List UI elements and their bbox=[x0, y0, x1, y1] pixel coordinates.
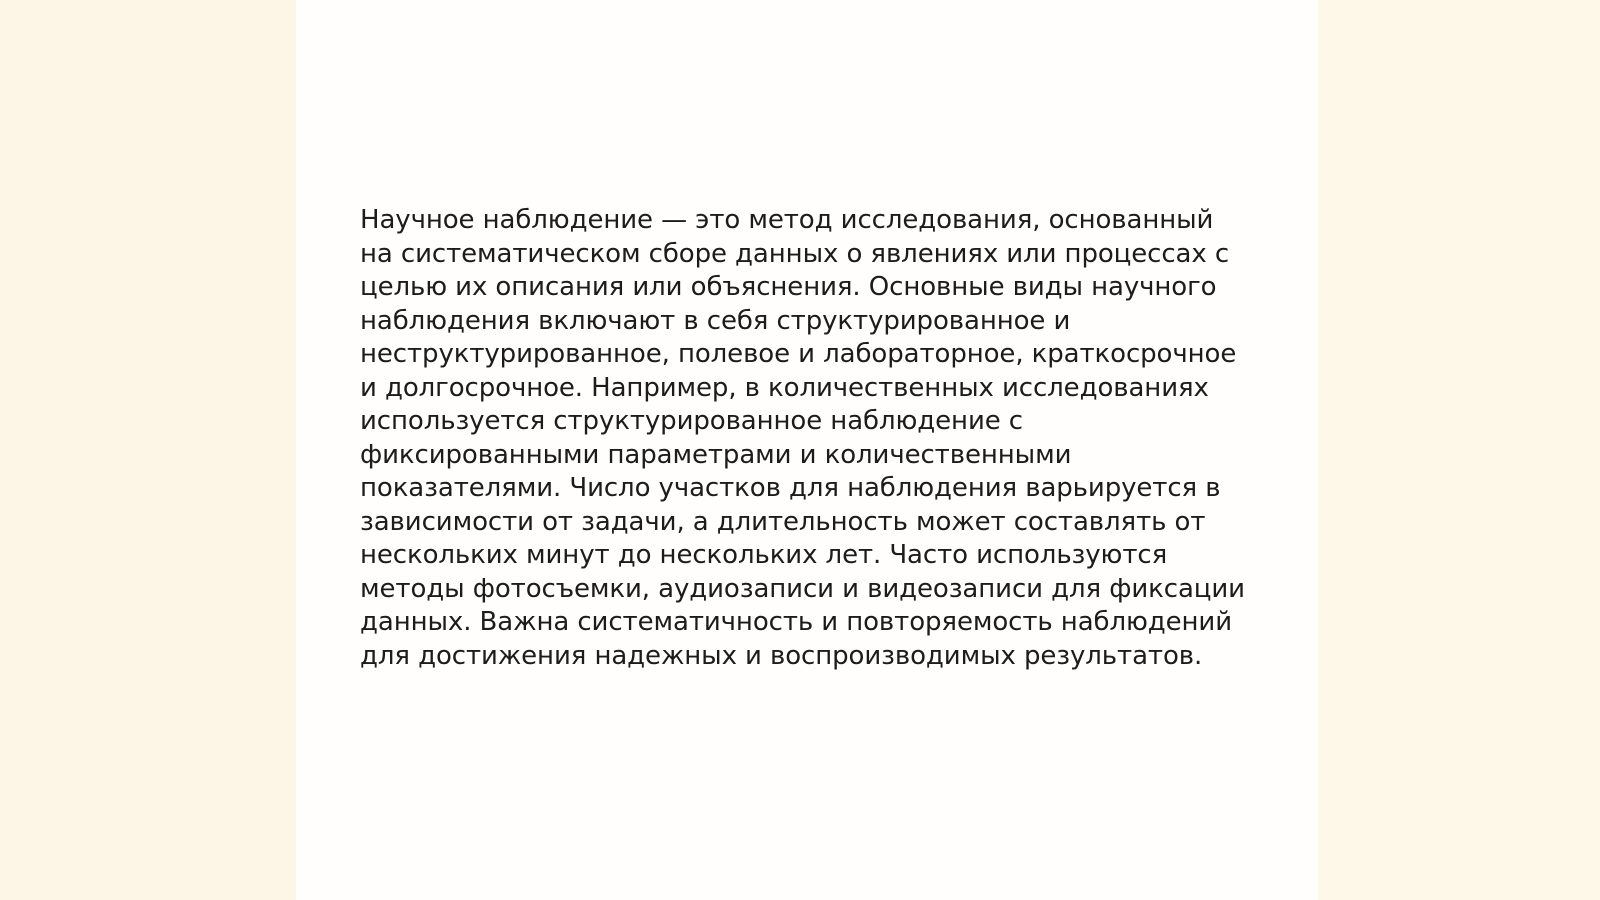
slide-body-text: Научное наблюдение — это метод исследования, основанный на систематическом сборе данных о явлениях или процессах с целью их описания или объяснения. Основные виды научного наблюдения включают в себя структурированное и неструктурированное, полевое и лабораторное, краткосрочное и долгосрочное. Например, в количественных исследованиях используется структурированное наблюдение с фиксированными параметрами и количественными показателями. Число участков для наблюдения варьируется в зависимости от задачи, а длительность может составлять от нескольких минут до нескольких лет. Часто используются методы фотосъемки, аудиозаписи и видеозаписи для фиксации данных. Важна систематичность и повторяемость наблюдений для достижения надежных и воспроизводимых результатов. bbox=[360, 205, 1245, 671]
left-margin-background bbox=[0, 0, 296, 900]
slide-page bbox=[296, 0, 1318, 900]
right-margin-background bbox=[1318, 0, 1600, 900]
